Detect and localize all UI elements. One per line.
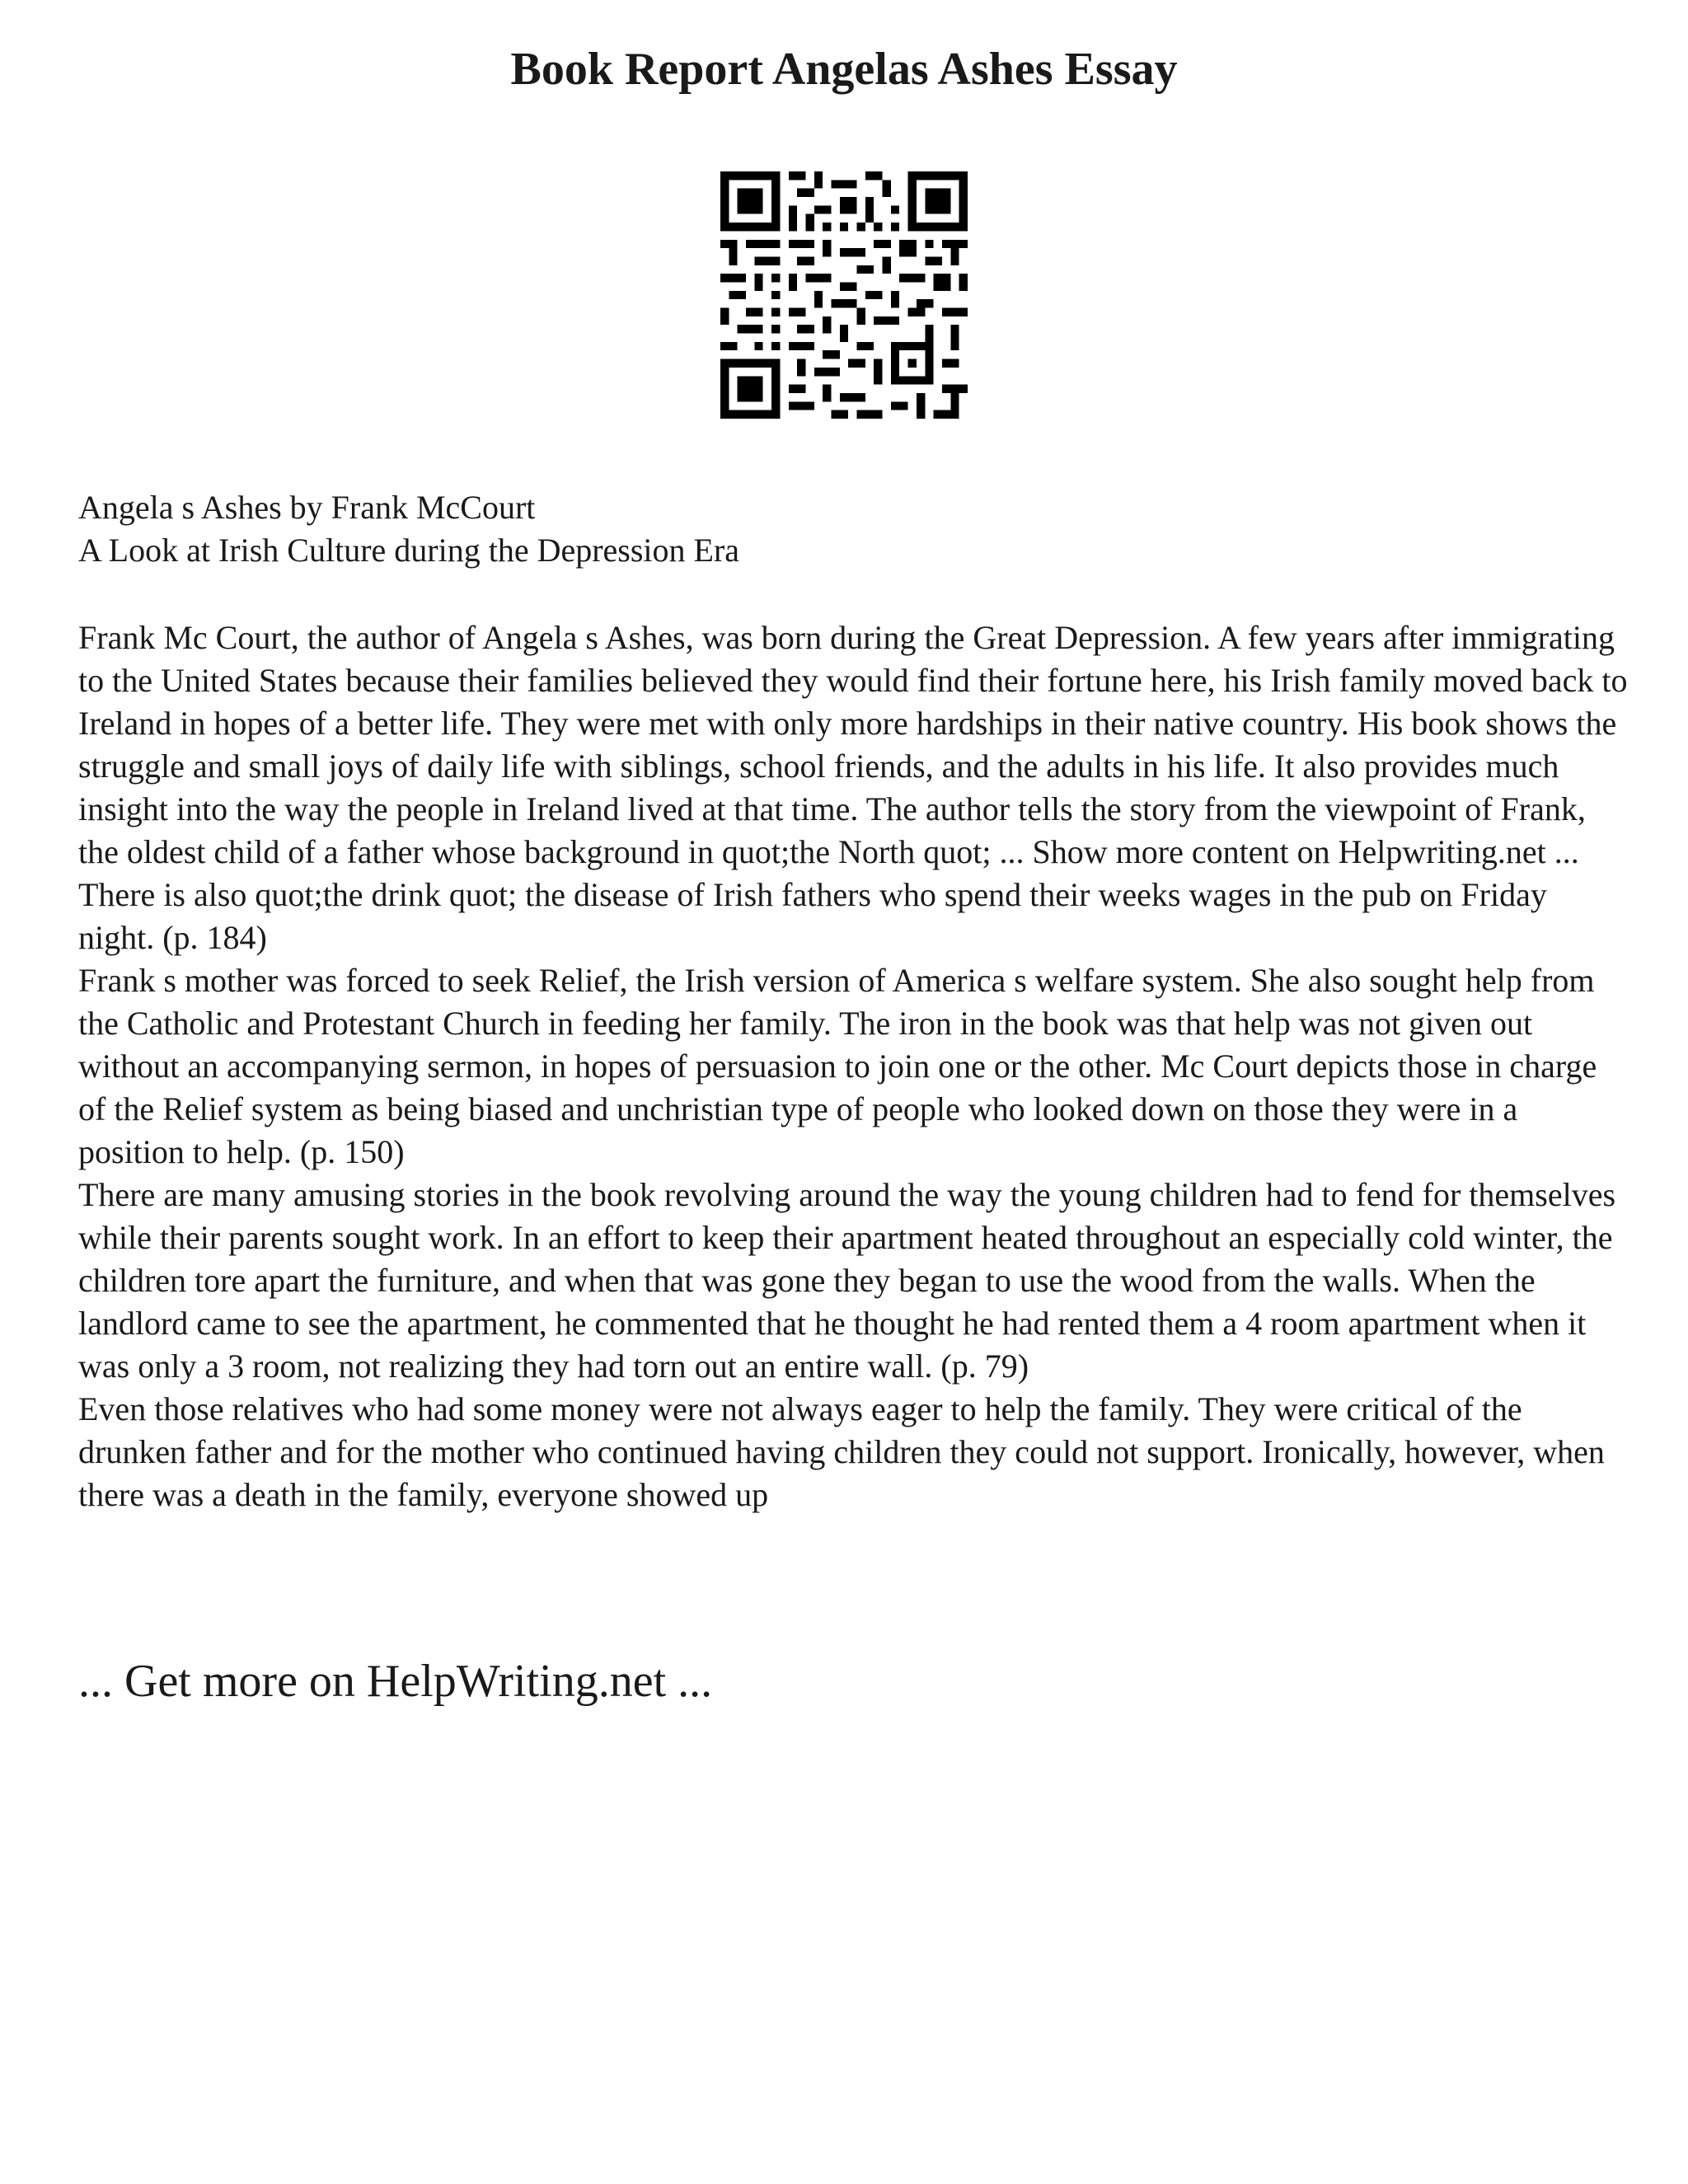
page-title: Book Report Angelas Ashes Essay <box>510 44 1178 95</box>
paragraph: There is also quot;the drink quot; the disease of Irish fathers who spend their weeks wages in the pub on Friday night. (p. 184) <box>78 876 1547 956</box>
qr-code-icon <box>720 171 968 419</box>
book-byline: Angela s Ashes by Frank McCourt <box>78 489 536 526</box>
paragraph: Even those relatives who had some money were not always eager to help the family. They were critical of the drunken father and for the mother who continued having children they could not support. Ironically, however, when there was a death in the family, everyone showed up <box>78 1390 1605 1513</box>
paragraph: There are many amusing stories in the book revolving around the way the young children had to fend for themselves while their parents sought work. In an effort to keep their apartment heated throughout an especially cold winter, the children tore apart the furniture, and when that was gone they began to use the wood from the walls. When the landlord came to see the apartment, he commented that he thought he had rented them a 4 room apartment when it was only a 3 room, not realizing they had torn out an entire wall. (p. 79) <box>78 1176 1616 1385</box>
paragraph: Frank Mc Court, the author of Angela s Ashes, was born during the Great Depression. A few years after immigrating to the United States because their families believed they would find their fortune here, his Irish family moved back to Ireland in hopes of a better life. They were met with only more hardships in their native country. His book shows the struggle and small joys of daily life with siblings, school friends, and the adults in his life. It also provides much insight into the way the people in Ireland lived at that time. The author tells the story from the viewpoint of Frank, the oldest child of a father whose background in quot;the North quot; ... Show more content on Helpwriting.net ... <box>78 619 1628 870</box>
subtitle-block <box>78 486 1628 572</box>
essay-body <box>78 616 1628 1516</box>
report-subtitle: A Look at Irish Culture during the Depression Era <box>78 532 740 569</box>
paragraph: Frank s mother was forced to seek Relief, the Irish version of America s welfare system. She also sought help from the Catholic and Protestant Church in feeding her family. The iron in the book was that help was not given out without an accompanying sermon, in hopes of persuasion to join one or the other. Mc Court depicts those in charge of the Relief system as being biased and unchristian type of people who looked down on those they were in a position to help. (p. 150) <box>78 962 1597 1170</box>
get-more-link[interactable]: ... Get more on HelpWriting.net ... <box>78 1656 713 1707</box>
